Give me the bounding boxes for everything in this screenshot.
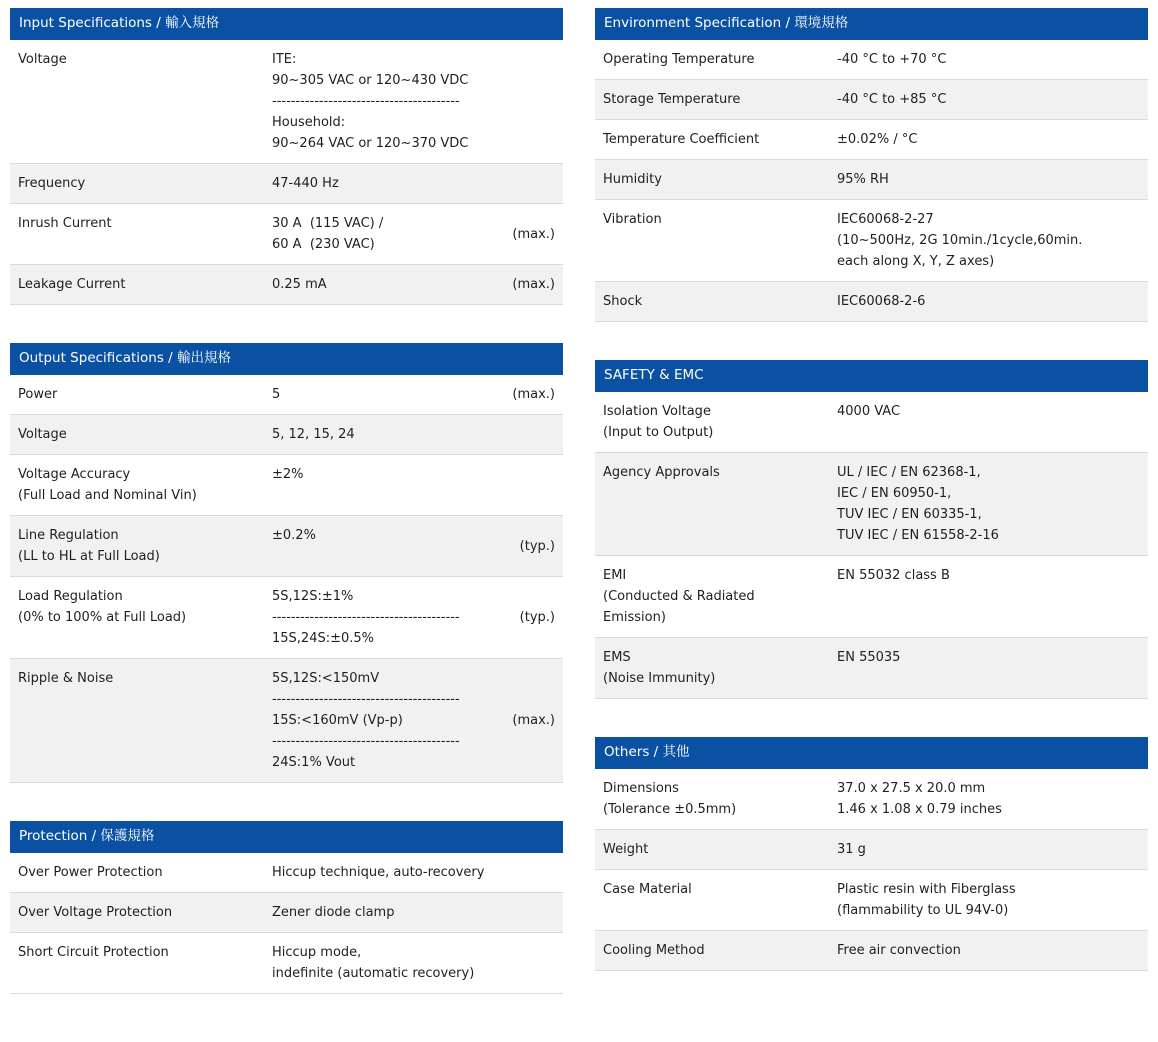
spec-value bbox=[272, 213, 504, 255]
spec-row bbox=[10, 415, 563, 455]
spec-label-line: (Conducted & Radiated bbox=[603, 589, 755, 604]
spec-value-line: IEC60068-2-27 bbox=[837, 212, 934, 227]
spec-value-line: (flammability to UL 94V-0) bbox=[837, 903, 1009, 918]
spec-value bbox=[272, 902, 555, 923]
spec-row bbox=[595, 282, 1148, 322]
spec-label bbox=[603, 129, 837, 150]
spec-value-line: 5 bbox=[272, 387, 281, 402]
spec-label bbox=[603, 839, 837, 860]
spec-label-line: (Input to Output) bbox=[603, 425, 714, 440]
spec-value-line: 5S,12S:±1% bbox=[272, 589, 354, 604]
spec-value-line: 90~305 VAC or 120~430 VDC bbox=[272, 73, 469, 88]
spec-table bbox=[595, 8, 1148, 322]
spec-value-line: 5S,12S:<150mV bbox=[272, 671, 380, 686]
spec-value bbox=[272, 586, 512, 649]
spec-value-line: Household: bbox=[272, 115, 346, 130]
spec-value-line: 4000 VAC bbox=[837, 404, 901, 419]
spec-row bbox=[10, 516, 563, 577]
spec-table bbox=[10, 343, 563, 783]
spec-note: (typ.) bbox=[519, 538, 555, 554]
left-column bbox=[10, 8, 563, 1032]
spec-value-line: Hiccup mode, bbox=[272, 945, 362, 960]
spec-value bbox=[837, 291, 1140, 312]
spec-value bbox=[272, 668, 504, 773]
spec-label-line: (LL to HL at Full Load) bbox=[18, 549, 160, 564]
spec-label-line: (Full Load and Nominal Vin) bbox=[18, 488, 197, 503]
spec-value bbox=[272, 173, 555, 194]
spec-value bbox=[272, 49, 555, 154]
spec-value-line: IEC60068-2-6 bbox=[837, 294, 926, 309]
spec-label bbox=[18, 384, 272, 405]
spec-label-line: Dimensions bbox=[603, 781, 679, 796]
spec-value bbox=[272, 274, 504, 295]
spec-label bbox=[18, 525, 272, 567]
spec-row bbox=[10, 164, 563, 204]
spec-label-line: Storage Temperature bbox=[603, 92, 741, 107]
spec-label-line: (0% to 100% at Full Load) bbox=[18, 610, 187, 625]
spec-value-line: ---------------------------------------- bbox=[272, 610, 460, 625]
spec-row bbox=[10, 265, 563, 305]
spec-table bbox=[595, 737, 1148, 971]
spec-label-line: Frequency bbox=[18, 176, 86, 191]
spec-label-line: Line Regulation bbox=[18, 528, 119, 543]
spec-row bbox=[595, 556, 1148, 638]
spec-label-line: Leakage Current bbox=[18, 277, 126, 292]
spec-label-line: Short Circuit Protection bbox=[18, 945, 169, 960]
spec-label-line: Case Material bbox=[603, 882, 692, 897]
spec-label-line: Inrush Current bbox=[18, 216, 112, 231]
spec-label-line: Weight bbox=[603, 842, 649, 857]
spec-table bbox=[10, 821, 563, 994]
spec-value bbox=[272, 942, 555, 984]
spec-value-line: Hiccup technique, auto-recovery bbox=[272, 865, 485, 880]
spec-label-line: Shock bbox=[603, 294, 643, 309]
spec-label bbox=[603, 940, 837, 961]
spec-value-line: each along X, Y, Z axes) bbox=[837, 254, 995, 269]
spec-value-line: 47-440 Hz bbox=[272, 176, 339, 191]
spec-label bbox=[603, 89, 837, 110]
spec-value-line: -40 °C to +85 °C bbox=[837, 92, 947, 107]
spec-value-line: 90~264 VAC or 120~370 VDC bbox=[272, 136, 469, 151]
spec-row bbox=[10, 893, 563, 933]
spec-value-line: 31 g bbox=[837, 842, 866, 857]
spec-value-line: -40 °C to +70 °C bbox=[837, 52, 947, 67]
spec-row bbox=[595, 80, 1148, 120]
spec-row bbox=[595, 769, 1148, 830]
spec-label-line: Isolation Voltage bbox=[603, 404, 711, 419]
spec-value bbox=[837, 129, 1140, 150]
spec-label bbox=[18, 173, 272, 194]
spec-label-line: EMI bbox=[603, 568, 627, 583]
spec-label-line: Operating Temperature bbox=[603, 52, 755, 67]
spec-label-line: Voltage Accuracy bbox=[18, 467, 131, 482]
spec-row bbox=[595, 40, 1148, 80]
spec-label-line: EMS bbox=[603, 650, 631, 665]
spec-value bbox=[272, 464, 555, 506]
spec-row bbox=[10, 375, 563, 415]
spec-row bbox=[595, 638, 1148, 699]
spec-label bbox=[18, 274, 272, 295]
spec-label-line: Humidity bbox=[603, 172, 662, 187]
section-title: Protection / 保護規格 bbox=[10, 821, 563, 853]
spec-value bbox=[272, 424, 555, 445]
spec-value-line: ±2% bbox=[272, 467, 304, 482]
spec-value bbox=[837, 401, 1140, 443]
spec-label bbox=[603, 401, 837, 443]
spec-label bbox=[603, 209, 837, 272]
spec-label bbox=[603, 565, 837, 628]
spec-label-line: Over Power Protection bbox=[18, 865, 163, 880]
spec-row bbox=[595, 453, 1148, 556]
section-title: Input Specifications / 輸入規格 bbox=[10, 8, 563, 40]
spec-row bbox=[10, 659, 563, 783]
spec-label bbox=[603, 462, 837, 546]
spec-label-line: Ripple & Noise bbox=[18, 671, 114, 686]
spec-value bbox=[837, 879, 1140, 921]
spec-value bbox=[837, 49, 1140, 70]
spec-label bbox=[18, 586, 272, 649]
spec-value-line: 0.25 mA bbox=[272, 277, 327, 292]
spec-label bbox=[603, 778, 837, 820]
spec-table bbox=[595, 360, 1148, 699]
spec-note: (max.) bbox=[512, 387, 555, 402]
spec-label bbox=[18, 862, 272, 883]
spec-value bbox=[272, 862, 555, 883]
spec-value-line: 15S:<160mV (Vp-p) bbox=[272, 713, 403, 728]
spec-label-line: Power bbox=[18, 387, 58, 402]
spec-label-line: Load Regulation bbox=[18, 589, 123, 604]
spec-value bbox=[837, 89, 1140, 110]
spec-value-line: ITE: bbox=[272, 52, 297, 67]
spec-label bbox=[603, 49, 837, 70]
spec-row bbox=[10, 577, 563, 659]
spec-value-line: ---------------------------------------- bbox=[272, 692, 460, 707]
spec-label bbox=[18, 464, 272, 506]
spec-label-line: Voltage bbox=[18, 52, 67, 67]
spec-value-line: Free air convection bbox=[837, 943, 961, 958]
spec-value-line: 95% RH bbox=[837, 172, 889, 187]
spec-row bbox=[595, 870, 1148, 931]
section-title: SAFETY & EMC bbox=[595, 360, 1148, 392]
spec-value-line: Zener diode clamp bbox=[272, 905, 395, 920]
spec-value bbox=[837, 778, 1140, 820]
spec-value-line: ---------------------------------------- bbox=[272, 734, 460, 749]
spec-value bbox=[837, 839, 1140, 860]
spec-value-line: 24S:1% Vout bbox=[272, 755, 356, 770]
spec-label-line: Over Voltage Protection bbox=[18, 905, 173, 920]
spec-row bbox=[595, 160, 1148, 200]
spec-value-line: 60 A (230 VAC) bbox=[272, 237, 375, 252]
spec-table bbox=[10, 8, 563, 305]
spec-row bbox=[10, 455, 563, 516]
spec-row bbox=[595, 931, 1148, 971]
spec-value-line: indefinite (automatic recovery) bbox=[272, 966, 475, 981]
spec-note: (max.) bbox=[512, 277, 555, 292]
spec-note: (max.) bbox=[512, 226, 555, 242]
section-title: Others / 其他 bbox=[595, 737, 1148, 769]
spec-label bbox=[18, 424, 272, 445]
spec-label-line: Agency Approvals bbox=[603, 465, 720, 480]
spec-label bbox=[18, 213, 272, 255]
spec-row bbox=[595, 830, 1148, 870]
spec-value-line: 30 A (115 VAC) / bbox=[272, 216, 384, 231]
spec-value bbox=[272, 384, 504, 405]
spec-label-line: (Noise Immunity) bbox=[603, 671, 716, 686]
spec-value bbox=[837, 565, 1140, 628]
spec-value-line: ±0.2% bbox=[272, 528, 316, 543]
spec-label-line: Emission) bbox=[603, 610, 666, 625]
spec-note: (typ.) bbox=[519, 610, 555, 625]
spec-label bbox=[18, 902, 272, 923]
spec-row bbox=[10, 204, 563, 265]
spec-label-line: Vibration bbox=[603, 212, 662, 227]
spec-row bbox=[595, 200, 1148, 282]
spec-note: (max.) bbox=[512, 713, 555, 728]
spec-value-line: EN 55032 class B bbox=[837, 568, 950, 583]
spec-label-line: (Tolerance ±0.5mm) bbox=[603, 802, 737, 817]
spec-label bbox=[18, 49, 272, 154]
spec-label bbox=[603, 169, 837, 190]
spec-value-line: UL / IEC / EN 62368-1, bbox=[837, 465, 981, 480]
spec-label bbox=[603, 291, 837, 312]
spec-value-line: EN 55035 bbox=[837, 650, 901, 665]
spec-value bbox=[272, 525, 512, 567]
spec-label-line: Voltage bbox=[18, 427, 67, 442]
section-title: Environment Specification / 環境規格 bbox=[595, 8, 1148, 40]
spec-label bbox=[18, 668, 272, 773]
spec-value bbox=[837, 209, 1140, 272]
spec-value bbox=[837, 169, 1140, 190]
spec-row bbox=[595, 392, 1148, 453]
spec-value-line: ---------------------------------------- bbox=[272, 94, 460, 109]
spec-row bbox=[10, 933, 563, 994]
spec-label bbox=[603, 647, 837, 689]
spec-value-line: 37.0 x 27.5 x 20.0 mm bbox=[837, 781, 986, 796]
spec-value bbox=[837, 940, 1140, 961]
spec-value bbox=[837, 462, 1140, 546]
spec-value-line: IEC / EN 60950-1, bbox=[837, 486, 952, 501]
spec-value-line: TUV IEC / EN 60335-1, bbox=[837, 507, 982, 522]
spec-value-line: (10~500Hz, 2G 10min./1cycle,60min. bbox=[837, 233, 1083, 248]
spec-value bbox=[837, 647, 1140, 689]
spec-label-line: Cooling Method bbox=[603, 943, 705, 958]
spec-value-line: 1.46 x 1.08 x 0.79 inches bbox=[837, 802, 1002, 817]
spec-label bbox=[18, 942, 272, 984]
spec-value-line: ±0.02% / °C bbox=[837, 132, 918, 147]
spec-value-line: TUV IEC / EN 61558-2-16 bbox=[837, 528, 999, 543]
spec-value-line: 5, 12, 15, 24 bbox=[272, 427, 355, 442]
spec-value-line: Plastic resin with Fiberglass bbox=[837, 882, 1016, 897]
spec-label-line: Temperature Coefficient bbox=[603, 132, 760, 147]
spec-label bbox=[603, 879, 837, 921]
section-title: Output Specifications / 輸出規格 bbox=[10, 343, 563, 375]
spec-value-line: 15S,24S:±0.5% bbox=[272, 631, 375, 646]
right-column bbox=[595, 8, 1148, 1032]
spec-row bbox=[10, 853, 563, 893]
spec-row bbox=[10, 40, 563, 164]
spec-row bbox=[595, 120, 1148, 160]
